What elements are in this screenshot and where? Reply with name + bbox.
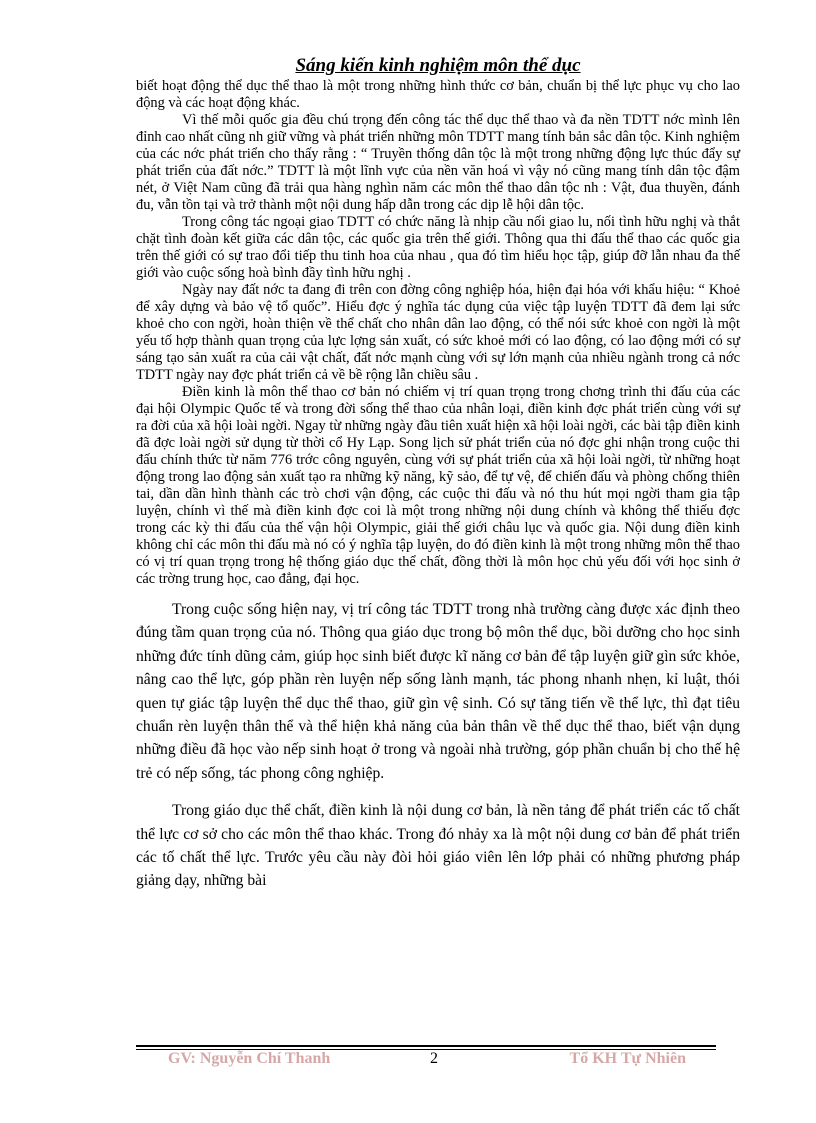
normal-text-block <box>136 598 740 893</box>
paragraph: Ngày nay đất nớc ta đang đi trên con đờng công nghiệp hóa, hiện đại hóa với khẩu hiệu: “ Khoẻ để xây dựng và bảo vệ tổ quốc”. Hiểu đợc ý nghĩa tác dụng của việc tập luyện TDTT đã đem lại sức khoẻ cho con ngời, hoàn thiện về thể chất cho nhân dân lao động, có thể nói sức khoẻ con ngời là một yếu tố hợp thành quan trọng của lực lợng sản xuất, có sức khoẻ mới có lao động, có lao động mới có sự sáng tạo sản xuất ra của cải vật chất, đất nớc mạnh cùng với sự lớn mạnh của nhiều ngành trong cả nớc TDTT ngày nay đợc phát triển cả về bề rộng lẫn chiều sâu . <box>136 282 740 383</box>
paragraph: Trong giáo dục thể chất, điền kinh là nội dung cơ bản, là nền tảng để phát triển các tố chất thể lực cơ sở cho các môn thể thao khác. Trong đó nhảy xa là một nội dung cơ bản để phát triển các tố chất thể lực. Trước yêu cầu này đòi hỏi giáo viên lên lớp phải có những phương pháp giảng dạy, những bài <box>136 802 740 890</box>
paragraph: Vì thế mỗi quốc gia đều chú trọng đến công tác thể dục thể thao và đa nền TDTT nớc mình lên đỉnh cao nhất cũng nh giữ vững và phát triển những môn TDTT mang tính bản sắc dân tộc. Kinh nghiệm của các nớc phát triển cho thấy rằng : “ Truyền thống dân tộc là một trong những động lực thúc đẩy sự phát triển của đất nớc.” TDTT là một lĩnh vực của nền văn hoá vì vậy nó cũng mang tính dân tộc đậm nét, ở Việt Nam cũng đã trải qua hàng nghìn năm các môn thể thao dân tộc nh : Vật, đua thuyền, đánh đu, vẫn tồn tại và trở thành một nội dung hấp dẫn trong các dịp lễ hội dân tộc. <box>136 112 740 213</box>
footer-author: GV: Nguyễn Chí Thanh <box>168 1050 331 1067</box>
page-footer <box>168 1050 686 1072</box>
footer-department: Tổ KH Tự Nhiên <box>569 1050 686 1067</box>
page-header-title: Sáng kiến kinh nghiệm môn thể dục <box>295 56 581 76</box>
dense-text-block <box>136 78 740 588</box>
page-number: 2 <box>430 1050 438 1067</box>
paragraph: Điền kinh là môn thể thao cơ bản nó chiếm vị trí quan trọng trong chơng trình thi đấu của các đại hội Olympic Quốc tế và trong đời sống thể thao của nhân loại, điền kinh đợc phát triển cùng với sự ra đời của xã hội loài ngời. Ngay từ những ngày đầu tiên xuất hiện xã hội loài ngời, các bài tập điền kinh đã đợc loài ngời sử dụng từ thời cổ Hy Lạp. Song lịch sử phát triển của nó đợc ghi nhận trong cuộc thi đấu chính thức từ năm 776 trớc công nguyên, cùng với sự phát triển của xã hội loài ngời, từ những hoạt động trong lao động sản xuất tạo ra những kỹ năng, kỹ sảo, để tự vệ, để chiến đấu và phòng chống thiên tai, dần dần hình thành các trò chơi vận động, các cuộc thi đấu và nó thu hút mọi ngời tham gia tập luyện, chính vì thế mà điền kinh đợc coi là một trong những nội dung chính và không thể thiếu đợc trong các kỳ thi đấu của thế vận hội Olympic, giải thế giới châu lục và quốc gia. Nội dung điền kinh không chỉ các môn thi đấu mà nó có ý nghĩa tập luyện, do đó điền kinh là một trong những môn thể thao có vị trí quan trọng trong hệ thống giáo dục thể chất, đồng thời là môn học chủ yếu đối với học sinh ở các trờng trung học, cao đẳng, đại học. <box>136 384 740 587</box>
document-page <box>136 56 740 1086</box>
paragraph: Trong công tác ngoại giao TDTT có chức năng là nhịp cầu nối giao lu, nối tình hữu nghị và thắt chặt tình đoàn kết giữa các dân tộc, các quốc gia trên thế giới. Thông qua thi đấu thể thao các quốc gia trên thế giới có sự trao đổi tiếp thu tinh hoa của nhau , qua đó tìm hiểu học tập, giúp đỡ lẫn nhau đa thế giới vào cuộc sống hoà bình đầy tình hữu nghị . <box>136 214 740 281</box>
paragraph: Trong cuộc sống hiện nay, vị trí công tác TDTT trong nhà trường càng được xác định theo đúng tầm quan trọng của nó. Thông qua giáo dục trong bộ môn thể dục, bồi dưỡng cho học sinh những đức tính dũng cảm, giúp học sinh biết được kĩ năng cơ bản để tập luyện giữ gìn sức khỏe, nâng cao thể lực, góp phần rèn luyện nếp sống lành mạnh, tác phong nhanh nhẹn, kỉ luật, thói quen tự giác tập luyện thể dục thể thao, giữ gìn vệ sinh. Có sự tăng tiến về thể lực, thì đạt tiêu chuẩn rèn luyện thân thể và thể hiện khả năng của bản thân về thể dục thể thao, biết vận dụng những điều đã học vào nếp sinh hoạt ở trong và ngoài nhà trường, góp phần chuẩn bị cho thế hệ trẻ có nếp sống, tác phong công nghiệp. <box>136 601 740 782</box>
paragraph: biết hoạt động thể dục thể thao là một trong những hình thức cơ bản, chuẩn bị thể lực phục vụ cho lao động và các hoạt động khác. <box>136 78 740 111</box>
footer-divider <box>136 1045 716 1047</box>
